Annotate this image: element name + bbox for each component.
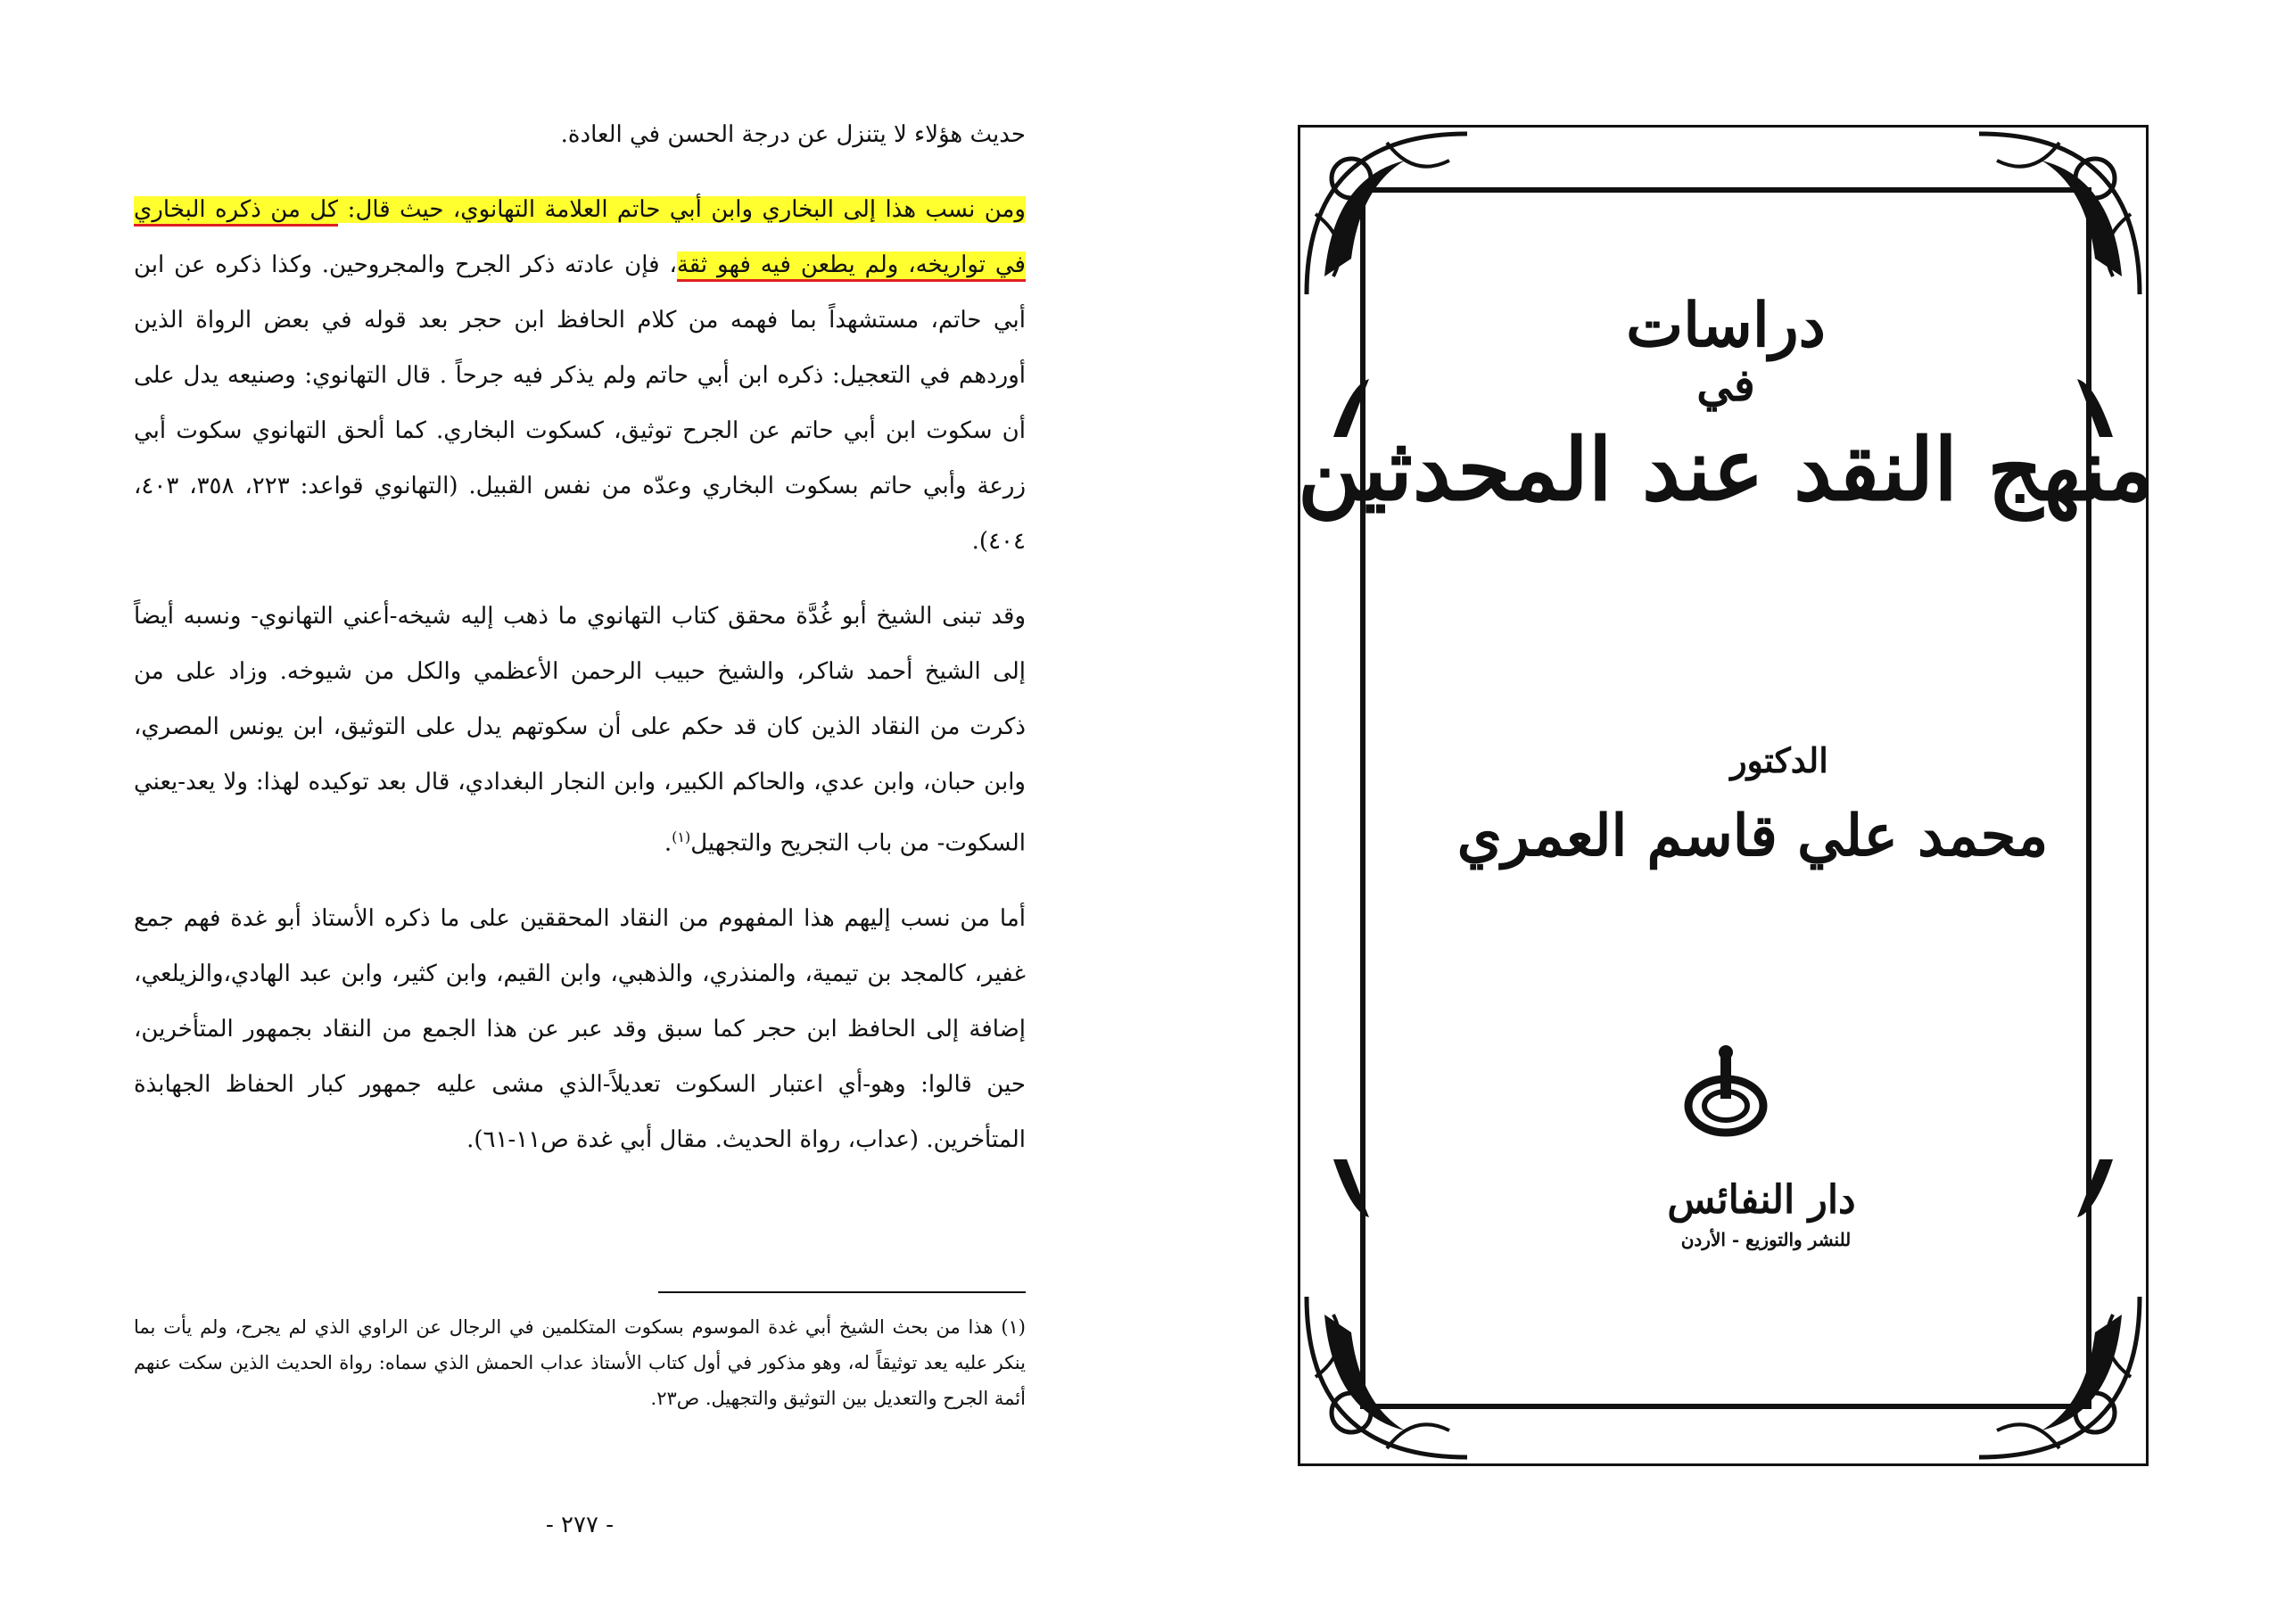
footnote-divider — [658, 1291, 1026, 1293]
text-segment: أما من نسب إليهم هذا المفهوم من النقاد المحققين على ما ذكره الأستاذ أبو غدة فهم جمع غفير، كالمجد بن تيمية، والمنذري، والذهبي، وابن القيم، وابن كثير، وابن عبد الهادي،والزيلعي، إضافة إلى الحافظ ابن حجر كما سبق وقد عبر عن هذا الجمع من النقاد بجمهور المتأخرين، حين قالوا: وهو-أي اعتبار السكوت تعديلاً-الذي مشى عليه جمهور كبار الحفاظ الجهابذة المتأخرين. (عداب، رواة الحديث. مقال أبي غدة ص١١-٦١). — [134, 904, 1026, 1153]
footnote-reference: (١) — [672, 828, 691, 845]
corner-ornament-bottom-right-icon — [1970, 1288, 2149, 1466]
corner-ornament-bottom-left-icon — [1298, 1288, 1476, 1466]
author-label: الدكتور — [1730, 740, 1828, 780]
text-segment: حديث هؤلاء لا يتنزل عن درجة الحسن في العادة. — [560, 121, 1026, 148]
paragraph — [134, 891, 1026, 1167]
page-number: - ٢٧٧ - — [545, 1512, 615, 1538]
cover-title-line1: دراسات — [1626, 290, 1826, 361]
author-name: محمد علي قاسم العمري — [1456, 803, 2049, 870]
highlighted-underlined-quote: كل من ذكره البخاري في تواريخه، ولم يطعن فيه فهو ثقة — [134, 196, 1026, 282]
text-segment: . — [664, 829, 672, 857]
corner-ornament-top-left-icon — [1298, 125, 1476, 303]
publisher-name: دار النفائس — [1667, 1177, 1856, 1223]
text-segment: وقد تبنى الشيخ أبو غُدَّة محقق كتاب التهانوي ما ذهب إليه شيخه-أعني التهانوي- ونسبه أيضاً إلى الشيخ أحمد شاكر، والشيخ حبيب الرحمن الأعظمي والكل من شيوخه. وزاد على من ذكرت من النقاد الذين كان قد حكم على أن سكوتهم يدل على التوثيق، ابن يونس المصري، وابن حبان، وابن عدي، والحاكم الكبير، وابن النجار البغدادي، قال بعد توكيده لهذا: ولا يعد-يعني السكوت- من باب التجريح والتجهيل — [134, 603, 1026, 857]
publisher-logo-icon — [1681, 1043, 1770, 1145]
text-page — [134, 107, 1026, 1605]
body-text — [134, 107, 1026, 1167]
footnote: (١) هذا من بحث الشيخ أبي غدة الموسوم بسكوت المتكلمين في الرجال عن الراوي الذي لم يجرح، ولم يأت بما ينكر عليه يعد توثيقاً له، وهو مذكور في أول كتاب الأستاذ عداب الحمش الذي سماه: رواة الحديث الذين سكت عنهم أئمة الجرح والتعديل بين التوثيق والتجهيل. ص٢٣. — [134, 1316, 1026, 1409]
text-segment: ، فإن عادته ذكر الجرح والمجروحين. وكذا ذكره عن ابن أبي حاتم، مستشهداً بما فهمه من كلام الحافظ ابن حجر بعد قوله في بعض الرواة الذين أوردهم في التعجيل: ذكره ابن أبي حاتم ولم يذكر فيه جرحاً . قال التهانوي: وصنيعه يدل على أن سكوت ابن أبي حاتم عن الجرح توثيق، كسكوت البخاري. كما ألحق التهانوي سكوت أبي زرعة وأبي حاتم بسكوت البخاري وعدّه من نفس القبيل. (التهانوي قواعد: ٢٢٣، ٣٥٨، ٤٠٣، ٤٠٤). — [134, 251, 1027, 555]
paragraph — [134, 589, 1026, 871]
book-cover — [1298, 125, 2154, 1471]
corner-ornament-top-right-icon — [1970, 125, 2149, 303]
highlighted-text: ومن نسب هذا إلى البخاري وابن أبي حاتم العلامة التهانوي، حيث قال: — [338, 196, 1026, 223]
paragraph — [134, 182, 1026, 569]
cover-title-line2: في — [1696, 359, 1755, 411]
publisher-subtitle: للنشر والتوزيع - الأردن — [1680, 1229, 1852, 1250]
paragraph — [134, 107, 1026, 162]
cover-title-main: منهج النقد عند المحدثين — [1298, 419, 2154, 520]
